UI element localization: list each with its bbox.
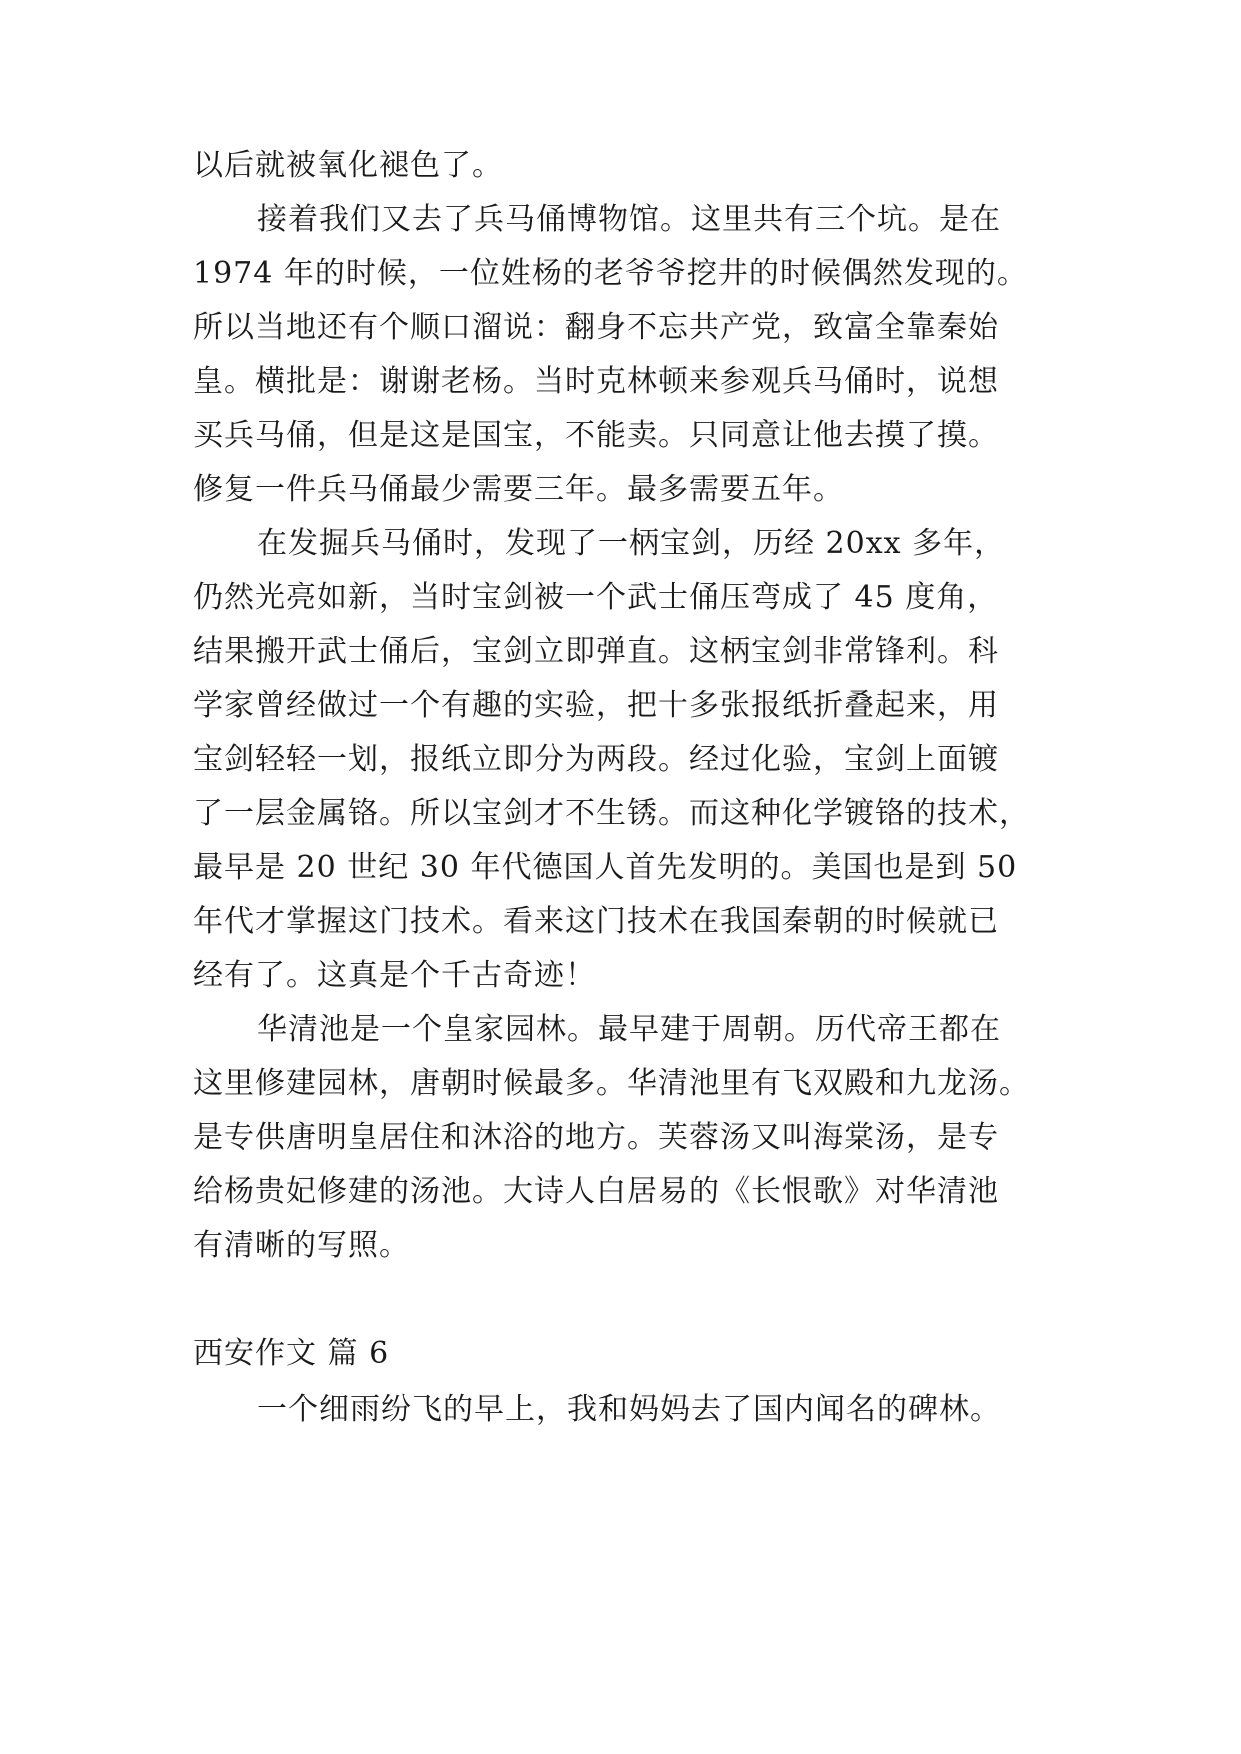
paragraph-line: 买兵马俑，但是这是国宝，不能卖。只同意让他去摸了摸。 [193,418,999,453]
paragraph-line: 所以当地还有个顺口溜说：翻身不忘共产党，致富全靠秦始 [193,310,999,345]
paragraph-line: 最早是 20 世纪 30 年代德国人首先发明的。美国也是到 50 [193,850,1018,885]
paragraph-line: 是专供唐明皇居住和沐浴的地方。芙蓉汤又叫海棠汤，是专 [193,1120,999,1155]
paragraph-line: 仍然光亮如新，当时宝剑被一个武士俑压弯成了 45 度角， [193,580,999,615]
section-heading: 西安作文 篇 6 [193,1336,390,1371]
paragraph-line: 年代才掌握这门技术。看来这门技术在我国秦朝的时候就已 [193,904,999,939]
paragraph-line: 一个细雨纷飞的早上，我和妈妈去了国内闻名的碑林。 [257,1392,1001,1427]
paragraph-line: 1974 年的时候，一位姓杨的老爷爷挖井的时候偶然发现的。 [193,256,1028,291]
paragraph-line: 华清池是一个皇家园林。最早建于周朝。历代帝王都在 [257,1012,1001,1047]
paragraph-line: 经有了。这真是个千古奇迹！ [193,958,596,993]
paragraph-line: 了一层金属铬。所以宝剑才不生锈。而这种化学镀铬的技术， [193,796,1030,831]
paragraph-line: 以后就被氧化褪色了。 [193,148,503,183]
paragraph-line: 给杨贵妃修建的汤池。大诗人白居易的《长恨歌》对华清池 [193,1174,999,1209]
paragraph-line: 结果搬开武士俑后，宝剑立即弹直。这柄宝剑非常锋利。科 [193,634,999,669]
paragraph-line: 学家曾经做过一个有趣的实验，把十多张报纸折叠起来，用 [193,688,999,723]
paragraph-line: 皇。横批是：谢谢老杨。当时克林顿来参观兵马俑时，说想 [193,364,999,399]
paragraph-line: 接着我们又去了兵马俑博物馆。这里共有三个坑。是在 [257,202,1001,237]
paragraph-line: 有清晰的写照。 [193,1228,410,1263]
paragraph-line: 这里修建园林，唐朝时候最多。华清池里有飞双殿和九龙汤。 [193,1066,1030,1101]
paragraph-line: 修复一件兵马俑最少需要三年。最多需要五年。 [193,472,844,507]
paragraph-line: 在发掘兵马俑时，发现了一柄宝剑，历经 20xx 多年， [257,526,1006,561]
paragraph-line: 宝剑轻轻一划，报纸立即分为两段。经过化验，宝剑上面镀 [193,742,999,777]
